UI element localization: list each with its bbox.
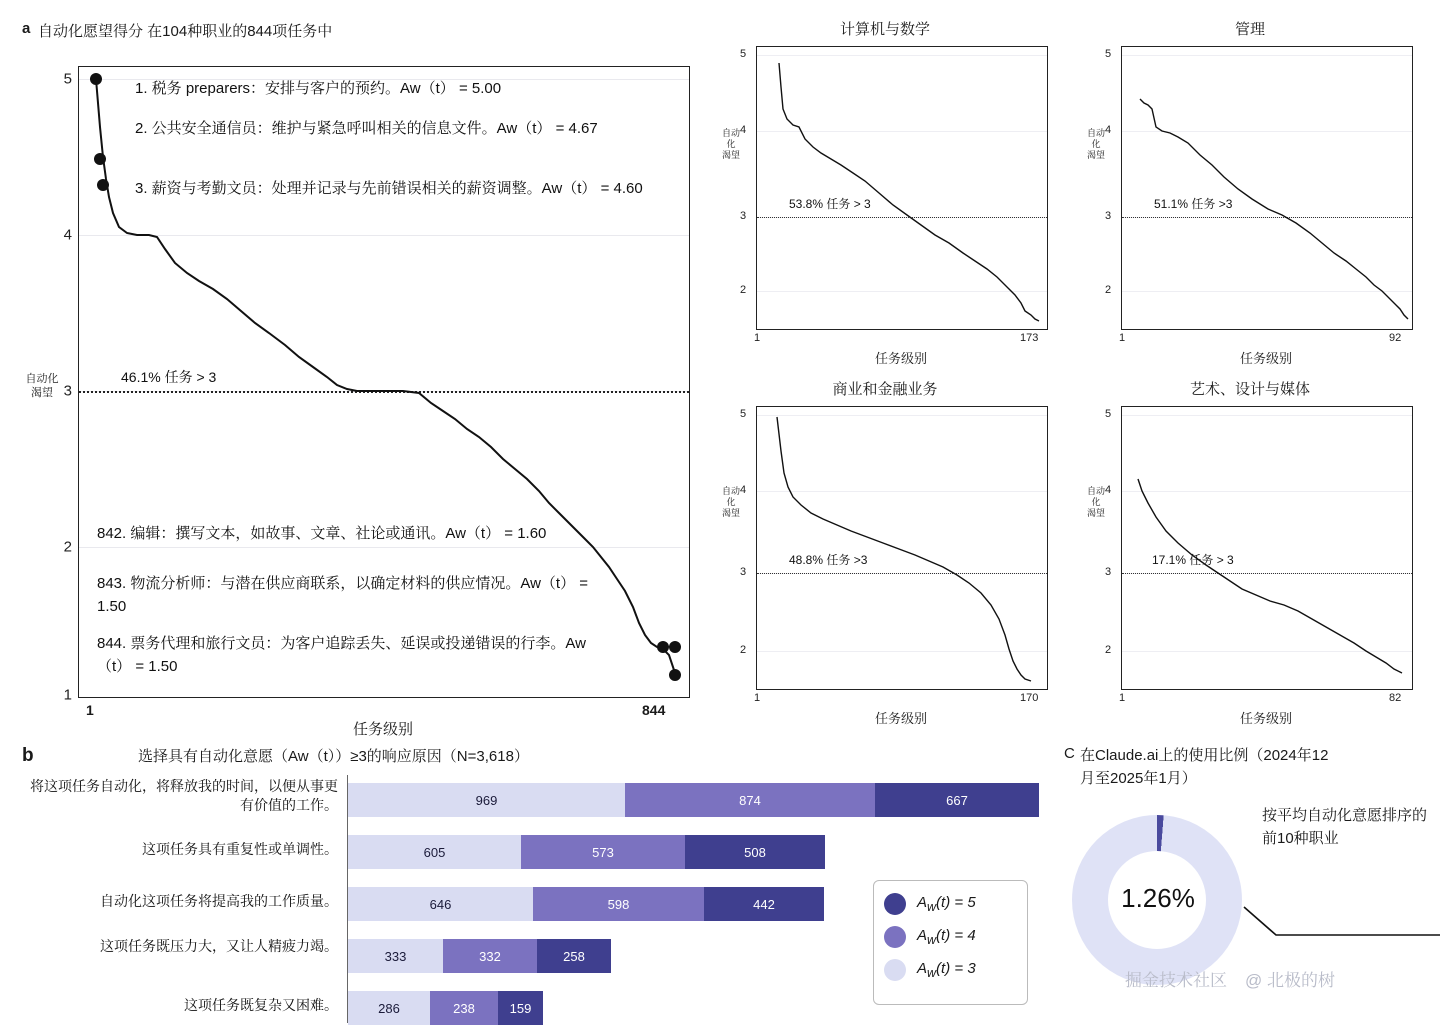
small-chart-curve [1122,47,1412,329]
small-chart-plot-area [1121,406,1413,690]
panel-c-callout-text: 按平均自动化意愿排序的前10种职业 [1262,807,1428,847]
small-chart-ytick-2: 2 [1105,644,1112,656]
panel-a-ytick-5: 5 [63,70,72,88]
small-chart-xtick-start: 1 [1119,692,1126,704]
small-chart-ytick-5: 5 [740,408,747,420]
panel-a [18,18,708,738]
small-chart-curve [757,407,1047,689]
small-chart-title: 商业和金融业务 [832,381,938,398]
panel-a-plot-area [63,66,690,704]
panel-b-row-label: 这项任务既压力大，又让人精疲力竭。 [100,938,338,954]
small-chart-y-axis-label: 自动化 渴望 [721,486,740,518]
watermark [1125,966,1335,991]
small-chart-ytick-2: 2 [740,284,747,296]
small-chart-ytick-4: 4 [740,124,747,136]
small-chart-xtick-start: 1 [1119,332,1126,344]
small-chart-title: 艺术、设计与媒体 [1189,381,1310,398]
small-chart-xtick-end: 170 [1020,692,1039,704]
panel-a-ytick-2: 2 [63,538,72,556]
panel-b-row-label: 这项任务具有重复性或单调性。 [142,841,338,857]
small-chart-y-axis-label: 自动化 渴望 [1086,128,1105,160]
small-chart-title: 计算机与数学 [839,21,930,38]
panel-b-row-label: 这项任务既复杂又困难。 [184,997,338,1013]
panel-b-segment-level4: 332 [443,939,537,973]
panel-a-note-top-3: 3. 薪资与考勤文员：处理并记录与先前错误相关的薪资调整。Aw（t） = 4.60 [135,180,643,197]
panel-b-segment-level4: 238 [430,991,498,1025]
small-chart-xtick-end: 92 [1389,332,1402,344]
panel-c-letter: C [1064,745,1075,762]
panel-a-note-bottom-2: 843. 物流分析师：与潜在供应商联系，以确定材料的供应情况。Aw（t） = 1.50 [97,575,589,616]
small-chart-management [1075,18,1425,366]
small-chart-ytick-5: 5 [740,48,747,60]
panel-b-segment-level5: 442 [704,887,824,921]
small-chart-ytick-4: 4 [1105,484,1112,496]
panel-b [18,735,1058,1023]
small-chart-xtick-start: 1 [754,692,761,704]
panel-a-ytick-3: 3 [63,382,72,400]
panel-b-segment-level3: 646 [348,887,533,921]
legend-item [884,887,1017,920]
small-chart-title: 管理 [1234,21,1265,38]
legend-label-level4: $A_w(t) = 4$ [917,926,976,947]
panel-b-bar-row [30,778,1039,817]
panel-b-title: 选择具有自动化意愿（Aw（t））≥3的响应原因（N=3,618） [138,748,529,765]
panel-a-ytick-1: 1 [63,686,72,704]
panel-a-threshold-label: 46.1% 任务 > 3 [121,369,217,385]
small-chart-ytick-2: 2 [740,644,747,656]
legend-item [884,953,1017,986]
panel-a-xtick-end: 844 [642,702,666,718]
panel-c-title: 在Claude.ai上的使用比例（2024年12月至2025年1月） [1080,747,1329,787]
panel-a-y-axis-label: 自动化 渴望 [25,373,59,399]
legend-item [884,920,1017,953]
small-chart-x-axis-label: 任务级别 [874,711,927,726]
panel-b-segment-level3: 286 [348,991,430,1025]
panel-b-bar-row [100,938,611,973]
legend-swatch-level5 [884,893,906,915]
panel-b-row-label: 将这项任务自动化，将释放我的时间，以便从事更有价值的工作。 [30,778,338,813]
small-chart-x-axis-label: 任务级别 [874,351,927,366]
watermark-left: 掘金技术社区 [1125,971,1227,990]
panel-b-segment-level5: 258 [537,939,611,973]
small-chart-plot-area [756,406,1048,690]
panel-b-segment-level4: 598 [533,887,704,921]
small-chart-ytick-3: 3 [740,566,747,578]
panel-a-note-bottom-1: 842. 编辑：撰写文本，如故事、文章、社论或通讯。Aw（t） = 1.60 [97,525,547,542]
small-chart-plot-area [1121,46,1413,330]
small-chart-threshold-label: 17.1% 任务 > 3 [1152,553,1234,567]
panel-b-segment-level4: 874 [625,783,875,817]
panel-a-xtick-start: 1 [86,702,94,718]
panel-b-bar-row [142,835,825,869]
panel-a-note-bottom-3: 844. 票务代理和旅行文员：为客户追踪丢失、延误或投递错误的行李。Aw（t） = 1.50 [97,635,586,676]
panel-b-segment-level5: 508 [685,835,825,869]
panel-b-legend [873,880,1028,1005]
small-chart-threshold-label: 53.8% 任务 > 3 [789,197,871,211]
small-chart-y-axis-label: 自动化 渴望 [721,128,740,160]
small-chart-curve [1122,407,1412,689]
small-chart-ytick-4: 4 [1105,124,1112,136]
small-chart-computer-math [710,18,1060,366]
panel-a-note-top-1: 1. 税务 preparers：安排与客户的预约。Aw（t） = 5.00 [135,80,502,97]
small-chart-xtick-start: 1 [754,332,761,344]
small-chart-plot-area [756,46,1048,330]
small-chart-ytick-4: 4 [740,484,747,496]
small-chart-ytick-5: 5 [1105,408,1112,420]
small-chart-ytick-2: 2 [1105,284,1112,296]
panel-b-segment-level3: 333 [348,939,443,973]
donut-percentage-label: 1.26% [1121,883,1195,913]
panel-b-segment-level3: 969 [348,783,625,817]
small-chart-ytick-5: 5 [1105,48,1112,60]
small-chart-threshold-label: 51.1% 任务 >3 [1154,197,1233,211]
small-chart-curve [757,47,1047,329]
panel-b-letter: b [22,745,34,766]
small-chart-x-axis-label: 任务级别 [1239,351,1292,366]
small-chart-xtick-end: 82 [1389,692,1402,704]
small-chart-ytick-3: 3 [740,210,747,222]
small-chart-y-axis-label: 自动化 渴望 [1086,486,1105,518]
panel-a-x-axis-label: 任务级别 [352,721,413,738]
callout-leader-line [1240,903,1440,943]
panel-a-ytick-4: 4 [63,226,72,244]
panel-b-row-label: 自动化这项任务将提高我的工作质量。 [100,893,338,909]
small-chart-arts-design-media [1075,378,1425,726]
small-chart-ytick-3: 3 [1105,566,1112,578]
legend-swatch-level4 [884,926,906,948]
panel-b-segment-level5: 667 [875,783,1039,817]
panel-b-bar-row [184,991,543,1025]
legend-label-level3: $A_w(t) = 3$ [917,959,976,980]
watermark-right: @ 北极的树 [1245,971,1335,990]
panel-b-segment-level5: 159 [498,991,543,1025]
panel-b-segment-level3: 605 [348,835,521,869]
legend-label-level5: $A_w(t) = 5$ [917,893,976,914]
legend-swatch-level3 [884,959,906,981]
small-chart-ytick-3: 3 [1105,210,1112,222]
small-chart-business-finance [710,378,1060,726]
panel-a-note-top-2: 2. 公共安全通信员：维护与紧急呼叫相关的信息文件。Aw（t） = 4.67 [135,120,598,137]
small-chart-x-axis-label: 任务级别 [1239,711,1292,726]
panel-b-bar-row [100,887,824,921]
small-chart-threshold-label: 48.8% 任务 >3 [789,553,868,567]
panel-a-letter: a [22,20,31,37]
small-chart-xtick-end: 173 [1020,332,1039,344]
panel-a-title: 自动化愿望得分 在104种职业的844项任务中 [38,23,333,40]
panel-b-segment-level4: 573 [521,835,685,869]
